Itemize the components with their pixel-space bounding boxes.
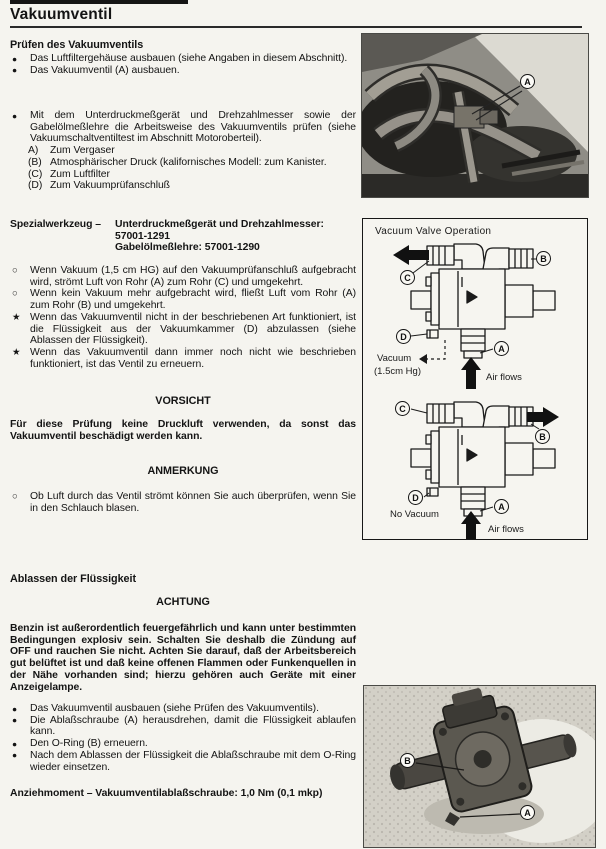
- inspection-steps-1: [10, 53, 356, 76]
- step-text: Das Luftfiltergehäuse ausbauen (siehe Angaben in diesem Abschnitt).: [30, 53, 348, 64]
- check-item: [10, 312, 356, 347]
- legend-tag: (C): [28, 168, 43, 180]
- callout-b: B: [400, 753, 415, 768]
- legend-tag: (D): [28, 180, 43, 192]
- circle-marker: ○: [12, 491, 18, 502]
- step-text: Das Vakuumventil ausbauen (siehe Prüfen des Vakuumventils).: [30, 703, 319, 714]
- instruction-step: [10, 65, 356, 77]
- special-tool-line: Unterdruckmeßgerät und Drehzahlmesser:: [115, 219, 324, 230]
- air-out-arrow-left: [393, 245, 429, 265]
- page-title: Vakuumventil: [10, 6, 113, 23]
- instruction-step: [10, 750, 356, 773]
- caution-text: Für diese Prüfung keine Druckluft verwenden, da sonst das Vakuumventil beschädigt werden kann.: [10, 419, 356, 442]
- callout-d: D: [396, 329, 411, 344]
- bullet-marker: ●: [12, 750, 18, 761]
- legend-item: [10, 157, 356, 169]
- section-heading-inspection: Prüfen des Vakuumventils: [10, 39, 144, 51]
- circle-marker: ○: [12, 288, 18, 300]
- instruction-step: [10, 703, 356, 715]
- engine-photo-art: [362, 34, 588, 197]
- bullet-marker: ●: [12, 110, 18, 121]
- diagram-title: Vacuum Valve Operation: [375, 226, 492, 237]
- no-vacuum-label: No Vacuum: [390, 509, 439, 520]
- legend-item: [10, 180, 356, 192]
- check-text: Wenn das Vakuumventil nicht in der beschriebenen Art funktioniert, ist die Flüssigkeit aus der Vakuumkammer (D) abzulassen (siehe Ablassen der Flüssigkeit).: [30, 311, 356, 347]
- engine-photo: [361, 33, 589, 198]
- step-text: Die Ablaßschraube (A) herausdrehen, damit die Flüssigkeit ablaufen kann.: [30, 714, 356, 738]
- inspection-steps-2: [10, 110, 356, 192]
- valve-photo-art: [364, 686, 595, 847]
- diagram-vacuum-applied: [363, 233, 587, 391]
- air-flows-label: Air flows: [486, 372, 522, 383]
- check-item: [10, 288, 356, 311]
- bullet-marker: ●: [12, 703, 18, 714]
- callout-b: B: [535, 429, 550, 444]
- instruction-step: [10, 110, 356, 145]
- air-flows-label: Air flows: [488, 524, 524, 535]
- note-item: [10, 491, 356, 514]
- step-text: Das Vakuumventil (A) ausbauen.: [30, 64, 180, 76]
- special-tool-line: 57001-1291: [115, 230, 170, 242]
- warning-heading: ACHTUNG: [156, 596, 210, 608]
- check-text: Wenn kein Vakuum mehr aufgebracht wird, fließt Luft vom Rohr (A) zum Rohr (B) und umgekehrt.: [30, 288, 356, 312]
- air-in-arrow-up: [461, 357, 481, 389]
- instruction-step: [10, 715, 356, 738]
- callout-a: A: [520, 74, 535, 89]
- header-rule-bottom: [10, 26, 582, 28]
- special-tool-label: Spezialwerkzeug –: [10, 219, 101, 230]
- callout-a: A: [520, 805, 535, 820]
- callout-b: B: [536, 251, 551, 266]
- callout-d: D: [408, 490, 423, 505]
- valve-photo: [363, 685, 596, 848]
- vacuum-value-label: (1.5cm Hg): [374, 366, 421, 377]
- legend-text: Zum Vergaser: [50, 145, 115, 157]
- torque-spec: Anziehmoment – Vakuumventilablaßschraube: 1,0 Nm (0,1 mkp): [10, 788, 323, 799]
- legend-item: [10, 169, 356, 181]
- bullet-marker: ●: [12, 738, 18, 749]
- bullet-marker: ●: [12, 715, 18, 726]
- bullet-marker: ●: [12, 53, 18, 64]
- check-item: [10, 265, 356, 288]
- instruction-step: [10, 53, 356, 65]
- legend-text: Zum Luftfilter: [50, 168, 110, 180]
- legend-text: Atmosphärischer Druck (kalifornisches Modell: zum Kanister.: [50, 156, 327, 168]
- star-marker: ★: [12, 311, 21, 323]
- vacuum-label: Vacuum: [377, 353, 412, 364]
- note-block: [10, 491, 356, 514]
- header-rule-top: [10, 0, 188, 4]
- section-heading-draining: Ablassen der Flüssigkeit: [10, 573, 137, 585]
- instruction-step: [10, 738, 356, 750]
- warning-text: Benzin ist außerordentlich feuergefährlich und kann unter bestimmten Bedingungen explosiv sein. Schalten Sie deshalb die Zündung auf OFF und rauchen Sie nicht. Achten Sie darauf, daß der Arbeitsbereich gut belüftet ist und daß keine offenen Flammen oder Funkenquellen in der Nähe vorhanden sind; hierzu gehören auch Geräte mit einer Anzeigelampe.: [10, 623, 356, 693]
- vacuum-arrowhead: [419, 354, 427, 364]
- inspection-checks: [10, 265, 356, 370]
- diagram-no-vacuum: [363, 391, 587, 539]
- legend-text: Zum Vakuumprüfanschluß: [50, 180, 170, 192]
- callout-c: C: [395, 401, 410, 416]
- callout-a: A: [494, 341, 509, 356]
- step-text: Mit dem Unterdruckmeßgerät und Drehzahlmesser sowie der Gabelölmeßlehre die Arbeitsweise des Vakuumventils prüfen (siehe Vakuumschaltventiltest im Abschnitt Motoroberteil).: [30, 110, 356, 145]
- draining-steps: [10, 703, 356, 773]
- step-text: Nach dem Ablassen der Flüssigkeit die Ablaßschraube mit dem O-Ring wieder einsetzen.: [30, 749, 356, 773]
- star-marker: ★: [12, 346, 21, 358]
- check-text: Wenn Vakuum (1,5 cm HG) auf den Vakuumprüfanschluß aufgebracht wird, strömt Luft von Rohr (A) zum Rohr (C) und umgekehrt.: [30, 265, 356, 288]
- legend-tag: (B): [28, 156, 42, 168]
- vacuum-valve-diagram-box: [362, 218, 588, 540]
- legend-item: [10, 145, 356, 157]
- bullet-marker: ●: [12, 65, 18, 76]
- note-text: Ob Luft durch das Ventil strömt können Sie auch überprüfen, wenn Sie in den Schlauch blasen.: [30, 491, 356, 514]
- step-text: Den O-Ring (B) erneuern.: [30, 738, 148, 750]
- check-text: Wenn das Vakuumventil dann immer noch nicht wie beschrieben funktioniert, ist das Ventil zu erneuern.: [30, 346, 356, 370]
- callout-c: C: [400, 270, 415, 285]
- caution-heading: VORSICHT: [155, 395, 211, 407]
- special-tool-block: [10, 219, 356, 254]
- circle-marker: ○: [12, 265, 18, 276]
- check-item: [10, 347, 356, 370]
- vacuum-dashed-arrow: [425, 339, 445, 359]
- callout-a: A: [494, 499, 509, 514]
- legend-tag: A): [28, 145, 39, 157]
- special-tool-line: Gabelölmeßlehre: 57001-1290: [115, 242, 260, 254]
- note-heading: ANMERKUNG: [147, 465, 219, 477]
